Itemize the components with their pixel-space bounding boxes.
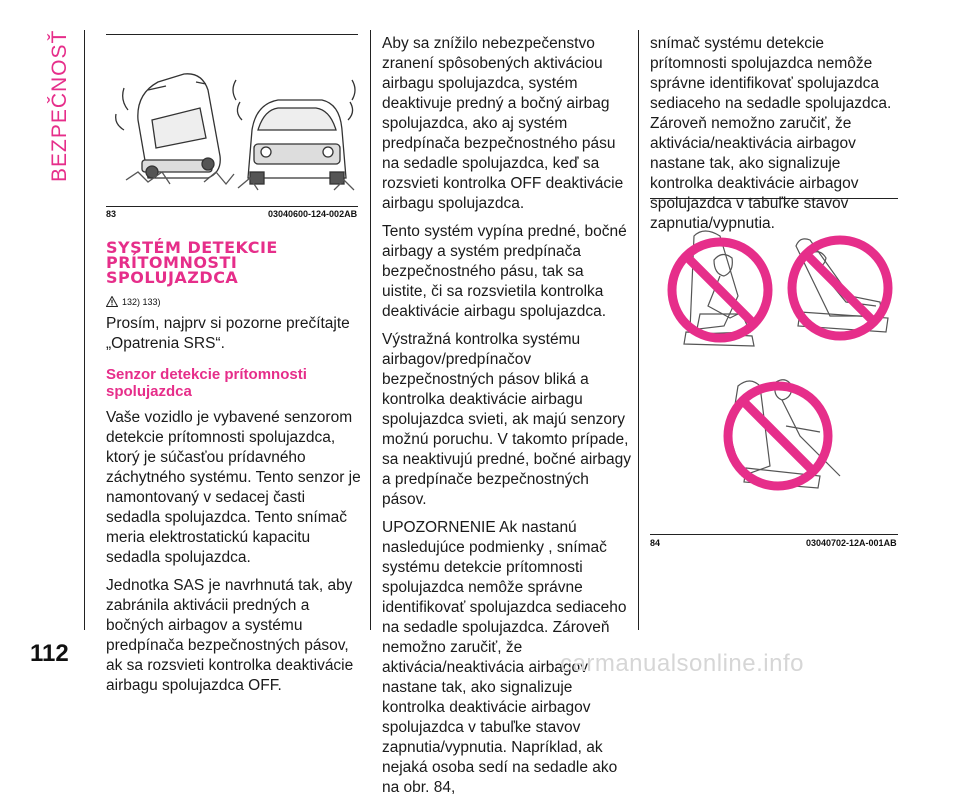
intro-paragraph bbox=[106, 314, 362, 362]
paragraph: Jednotka SAS je navrhnutá tak, aby zabránila aktivácii predných a bočných airbagov a systému predpínača bezpečnostných pásov, ak sa rozsvieti kontrolka deaktivácie airbagu spolujazdca OFF. bbox=[106, 577, 354, 694]
paragraph: Tento systém vypína predné, bočné airbagy a systém predpínača bezpečnostného pásu, tak sa uistite, či sa rozsvietila kontrolka deaktivácie airbagu spolujazdca. bbox=[382, 223, 627, 320]
watermark: carmanualsonline.info bbox=[560, 650, 804, 677]
figure-84-number: 84 bbox=[650, 538, 661, 548]
column-divider-2 bbox=[638, 30, 639, 630]
section-side-title bbox=[48, 22, 78, 182]
page-number: 112 bbox=[30, 640, 69, 667]
figure-83-top-rule bbox=[106, 34, 358, 35]
warning-references bbox=[106, 296, 161, 307]
figure-84-code: 03040702-12A-001AB bbox=[806, 538, 897, 548]
prohibition-icon bbox=[792, 240, 888, 336]
figure-83-number: 83 bbox=[106, 209, 117, 219]
figure-84-bottom-rule bbox=[650, 534, 898, 535]
column-2-text bbox=[382, 34, 632, 806]
warning-triangle-icon bbox=[106, 296, 118, 307]
figure-83-illustration bbox=[108, 60, 358, 200]
subheading: Senzor detekcie prítomnosti spolujazdca bbox=[106, 366, 307, 400]
paragraph: snímač systému detekcie prítomnosti spolujazdca nemôže správne identifikovať spolujazdca sediaceho na sedadle spolujazdca. Zároveň nemožno zaručiť, že aktivácia/neaktivácia airbagov nastane tak, ako signalizuje kontrolka deaktivácie airbagov spolujazdca v tabuľke stavov zapnutia/vypnutia. bbox=[650, 35, 892, 232]
column-divider-1 bbox=[370, 30, 371, 630]
paragraph: Aby sa znížilo nebezpečenstvo zranení spôsobených aktiváciou airbagu spolujazdca, systém deaktivuje predný a bočný airbag spolujazdca, ako aj systém predpínača bezpečnostného pásu na sedadle spolujazdca, keď sa rozsvieti kontrolka OFF deaktivácie airbagu spolujazdca. bbox=[382, 35, 624, 212]
figure-83-code: 03040600-124-002AB bbox=[268, 209, 358, 219]
warning-references-text: 132) 133) bbox=[122, 296, 161, 307]
paragraph: UPOZORNENIE Ak nastanú nasledujúce podmienky , snímač systému detekcie prítomnosti spolujazdca nemôže správne identifikovať spolujazdca sediaceho na sedadle spolujazdca. Zároveň nemožno zaručiť, že aktivácia/neaktivácia airbagov nastane tak, ako signalizuje kontrolka deaktivácie airbagov spolujazdca v tabuľke stavov zapnutia/vypnutia. Napríklad, ak nejaká osoba sedí na sedadle ako na obr. 84, bbox=[382, 519, 627, 796]
section-heading: SYSTÉM DETEKCIE PRÍTOMNOSTI SPOLUJAZDCA bbox=[106, 238, 278, 287]
figure-84-illustration bbox=[650, 206, 898, 524]
prohibition-icon bbox=[672, 242, 768, 338]
side-rule bbox=[84, 30, 85, 630]
tilted-car-icon bbox=[116, 74, 234, 184]
paragraph: Výstražná kontrolka systému airbagov/predpínačov bezpečnostných pásov bliká a kontrolka deaktivácie airbagu spolujazdca svieti, ak majú senzory možnú poruchu. V takomto prípade, sa neaktivujú predné, bočné airbagy a predpínače bezpečnostných pásov. bbox=[382, 331, 632, 508]
column-1-text bbox=[106, 408, 362, 704]
figure-84-top-rule bbox=[650, 198, 898, 199]
figure-83-bottom-rule bbox=[106, 206, 358, 207]
bouncing-car-icon bbox=[233, 80, 355, 190]
intro-text: Prosím, najprv si pozorne prečítajte „Opatrenia SRS“. bbox=[106, 315, 350, 352]
paragraph: Vaše vozidlo je vybavené senzorom detekcie prítomnosti spolujazdca, ktorý je súčasťou prídavného záchytného systému. Tento senzor je namontovaný v sedacej časti sedadla spolujazdca. Tento snímač meria elektrostatickú kapacitu sedadla spolujazdca. bbox=[106, 409, 361, 566]
section-side-title-text: BEZPEČNOSŤ bbox=[48, 29, 71, 182]
